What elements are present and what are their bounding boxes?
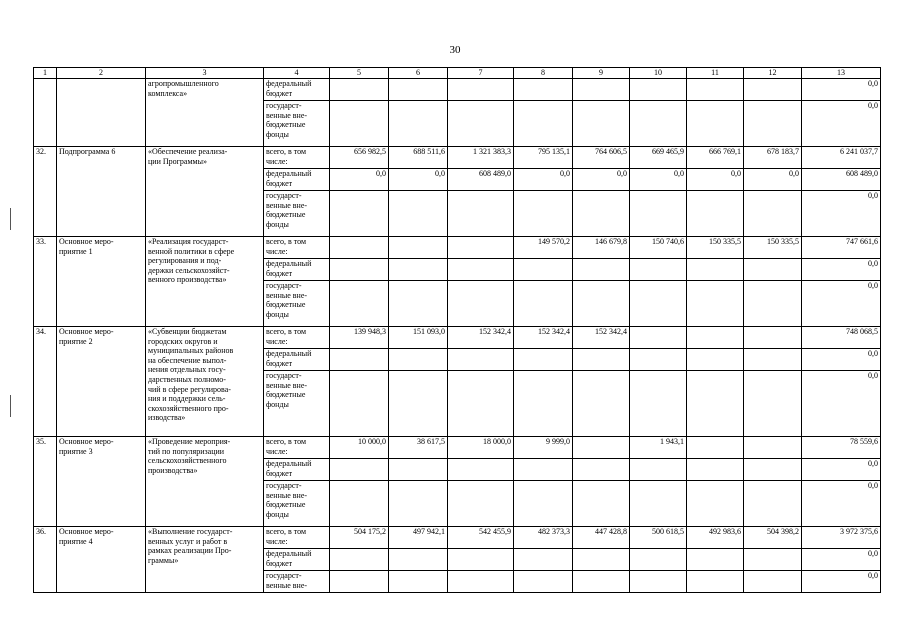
value-cell: 504 398,2 bbox=[744, 527, 802, 549]
value-cell bbox=[514, 571, 573, 593]
column-number: 6 bbox=[389, 68, 448, 79]
funding-source-cell: государст- венные вне- бюджетные фонды bbox=[264, 481, 330, 527]
value-cell bbox=[573, 371, 630, 437]
value-cell bbox=[687, 459, 744, 481]
value-cell bbox=[573, 281, 630, 327]
value-cell bbox=[573, 571, 630, 593]
activity-cell: агропромышленного комплекса» bbox=[146, 79, 264, 147]
table-row bbox=[34, 147, 881, 169]
value-cell bbox=[744, 571, 802, 593]
value-cell bbox=[389, 101, 448, 147]
value-cell: 656 982,5 bbox=[330, 147, 389, 169]
column-number-row bbox=[34, 68, 881, 79]
column-number: 2 bbox=[57, 68, 146, 79]
program-name-cell: Основное меро- приятие 2 bbox=[57, 327, 146, 437]
value-cell bbox=[448, 79, 514, 101]
activity-cell: «Реализация государст- венной политики в сфере регулирования и под- держки сельскохозяйст- венного производства» bbox=[146, 237, 264, 327]
table-row bbox=[34, 327, 881, 349]
funding-source-cell: федеральный бюджет bbox=[264, 169, 330, 191]
value-cell bbox=[448, 259, 514, 281]
value-cell bbox=[330, 237, 389, 259]
value-cell: 497 942,1 bbox=[389, 527, 448, 549]
total-cell: 0,0 bbox=[802, 101, 881, 147]
activity-cell: «Проведение мероприя- тий по популяризации сельскохозяйственного производства» bbox=[146, 437, 264, 527]
value-cell bbox=[330, 191, 389, 237]
value-cell bbox=[514, 79, 573, 101]
value-cell bbox=[573, 191, 630, 237]
value-cell: 10 000,0 bbox=[330, 437, 389, 459]
value-cell bbox=[573, 259, 630, 281]
value-cell bbox=[514, 259, 573, 281]
table-row bbox=[34, 79, 881, 101]
value-cell bbox=[330, 571, 389, 593]
total-cell: 608 489,0 bbox=[802, 169, 881, 191]
value-cell: 152 342,4 bbox=[448, 327, 514, 349]
program-name-cell: Основное меро- приятие 4 bbox=[57, 527, 146, 593]
value-cell bbox=[389, 571, 448, 593]
funding-source-cell: государст- венные вне- bbox=[264, 571, 330, 593]
value-cell bbox=[744, 349, 802, 371]
activity-cell: «Субвенции бюджетам городских округов и муниципальных районов на обеспечение выпол- нения отдельных госу- дарственных полномо- чий в сфере регулирова- ния и поддержки сель- скохозяйственного про- изводства» bbox=[146, 327, 264, 437]
value-cell bbox=[448, 371, 514, 437]
value-cell bbox=[389, 459, 448, 481]
column-number: 7 bbox=[448, 68, 514, 79]
value-cell bbox=[330, 101, 389, 147]
column-number: 8 bbox=[514, 68, 573, 79]
value-cell bbox=[330, 371, 389, 437]
value-cell bbox=[330, 481, 389, 527]
value-cell: 0,0 bbox=[514, 169, 573, 191]
value-cell: 492 983,6 bbox=[687, 527, 744, 549]
value-cell bbox=[330, 349, 389, 371]
value-cell bbox=[389, 259, 448, 281]
funding-source-cell: федеральный бюджет bbox=[264, 549, 330, 571]
value-cell bbox=[630, 79, 687, 101]
column-number: 3 bbox=[146, 68, 264, 79]
value-cell bbox=[514, 371, 573, 437]
program-name-cell: Основное меро- приятие 1 bbox=[57, 237, 146, 327]
value-cell bbox=[744, 191, 802, 237]
value-cell bbox=[573, 101, 630, 147]
column-number: 1 bbox=[34, 68, 57, 79]
row-number-cell: 34. bbox=[34, 327, 57, 437]
budget-table bbox=[33, 67, 881, 593]
value-cell bbox=[630, 191, 687, 237]
value-cell bbox=[514, 101, 573, 147]
table-row bbox=[34, 237, 881, 259]
value-cell bbox=[687, 327, 744, 349]
value-cell bbox=[744, 259, 802, 281]
column-number: 5 bbox=[330, 68, 389, 79]
value-cell bbox=[330, 259, 389, 281]
value-cell: 139 948,3 bbox=[330, 327, 389, 349]
value-cell bbox=[630, 259, 687, 281]
total-cell: 0,0 bbox=[802, 191, 881, 237]
value-cell bbox=[573, 549, 630, 571]
value-cell: 0,0 bbox=[389, 169, 448, 191]
value-cell bbox=[514, 191, 573, 237]
funding-source-cell: государст- венные вне- бюджетные фонды bbox=[264, 371, 330, 437]
value-cell: 542 455,9 bbox=[448, 527, 514, 549]
value-cell bbox=[630, 371, 687, 437]
value-cell bbox=[687, 101, 744, 147]
value-cell bbox=[389, 549, 448, 571]
value-cell: 150 335,5 bbox=[744, 237, 802, 259]
value-cell: 150 740,6 bbox=[630, 237, 687, 259]
row-number-cell: 32. bbox=[34, 147, 57, 237]
funding-source-cell: федеральный бюджет bbox=[264, 349, 330, 371]
activity-cell: «Выполнение государст- венных услуг и работ в рамках реализации Про- граммы» bbox=[146, 527, 264, 593]
value-cell: 678 183,7 bbox=[744, 147, 802, 169]
value-cell bbox=[687, 481, 744, 527]
total-cell: 747 661,6 bbox=[802, 237, 881, 259]
total-cell: 0,0 bbox=[802, 259, 881, 281]
value-cell bbox=[514, 549, 573, 571]
total-cell: 0,0 bbox=[802, 459, 881, 481]
value-cell: 38 617,5 bbox=[389, 437, 448, 459]
total-cell: 0,0 bbox=[802, 481, 881, 527]
total-cell: 6 241 037,7 bbox=[802, 147, 881, 169]
total-cell: 0,0 bbox=[802, 571, 881, 593]
value-cell: 688 511,6 bbox=[389, 147, 448, 169]
value-cell bbox=[630, 101, 687, 147]
column-number: 13 bbox=[802, 68, 881, 79]
value-cell bbox=[573, 349, 630, 371]
value-cell bbox=[448, 549, 514, 571]
value-cell bbox=[687, 349, 744, 371]
total-cell: 3 972 375,6 bbox=[802, 527, 881, 549]
value-cell bbox=[448, 459, 514, 481]
page-number: 30 bbox=[449, 44, 461, 56]
value-cell bbox=[744, 79, 802, 101]
margin-mark bbox=[10, 395, 11, 417]
value-cell bbox=[448, 101, 514, 147]
value-cell: 0,0 bbox=[330, 169, 389, 191]
value-cell: 152 342,4 bbox=[573, 327, 630, 349]
value-cell bbox=[389, 79, 448, 101]
value-cell: 149 570,2 bbox=[514, 237, 573, 259]
value-cell bbox=[630, 481, 687, 527]
value-cell: 795 135,1 bbox=[514, 147, 573, 169]
value-cell bbox=[514, 281, 573, 327]
value-cell: 1 943,1 bbox=[630, 437, 687, 459]
value-cell bbox=[448, 237, 514, 259]
value-cell: 608 489,0 bbox=[448, 169, 514, 191]
value-cell bbox=[573, 79, 630, 101]
value-cell bbox=[573, 437, 630, 459]
value-cell: 150 335,5 bbox=[687, 237, 744, 259]
value-cell bbox=[744, 281, 802, 327]
value-cell bbox=[687, 371, 744, 437]
margin-mark bbox=[10, 208, 11, 230]
value-cell: 146 679,8 bbox=[573, 237, 630, 259]
value-cell: 151 093,0 bbox=[389, 327, 448, 349]
value-cell bbox=[389, 191, 448, 237]
total-cell: 78 559,6 bbox=[802, 437, 881, 459]
value-cell bbox=[330, 79, 389, 101]
value-cell: 0,0 bbox=[573, 169, 630, 191]
funding-source-cell: всего, в том числе: bbox=[264, 237, 330, 259]
value-cell: 18 000,0 bbox=[448, 437, 514, 459]
value-cell bbox=[744, 437, 802, 459]
value-cell: 0,0 bbox=[687, 169, 744, 191]
value-cell bbox=[687, 191, 744, 237]
funding-source-cell: государст- венные вне- бюджетные фонды bbox=[264, 101, 330, 147]
value-cell bbox=[744, 101, 802, 147]
value-cell bbox=[687, 549, 744, 571]
total-cell: 0,0 bbox=[802, 371, 881, 437]
total-cell: 0,0 bbox=[802, 349, 881, 371]
value-cell bbox=[448, 281, 514, 327]
value-cell: 482 373,3 bbox=[514, 527, 573, 549]
value-cell bbox=[330, 549, 389, 571]
value-cell bbox=[687, 281, 744, 327]
value-cell bbox=[514, 459, 573, 481]
value-cell bbox=[514, 349, 573, 371]
funding-source-cell: государст- венные вне- бюджетные фонды bbox=[264, 191, 330, 237]
value-cell bbox=[389, 481, 448, 527]
value-cell bbox=[630, 549, 687, 571]
value-cell bbox=[630, 349, 687, 371]
value-cell bbox=[630, 281, 687, 327]
value-cell bbox=[448, 349, 514, 371]
value-cell bbox=[744, 327, 802, 349]
value-cell: 1 321 383,3 bbox=[448, 147, 514, 169]
value-cell bbox=[389, 371, 448, 437]
column-number: 11 bbox=[687, 68, 744, 79]
table-row bbox=[34, 527, 881, 549]
value-cell bbox=[330, 281, 389, 327]
value-cell bbox=[630, 459, 687, 481]
value-cell bbox=[573, 481, 630, 527]
value-cell bbox=[744, 549, 802, 571]
funding-source-cell: всего, в том числе: bbox=[264, 327, 330, 349]
funding-source-cell: всего, в том числе: bbox=[264, 147, 330, 169]
row-number-cell: 36. bbox=[34, 527, 57, 593]
row-number-cell: 33. bbox=[34, 237, 57, 327]
program-name-cell: Основное меро- приятие 3 bbox=[57, 437, 146, 527]
table-row bbox=[34, 437, 881, 459]
value-cell bbox=[744, 481, 802, 527]
program-name-cell: Подпрограмма 6 bbox=[57, 147, 146, 237]
value-cell bbox=[389, 281, 448, 327]
value-cell bbox=[573, 459, 630, 481]
funding-source-cell: федеральный бюджет bbox=[264, 459, 330, 481]
value-cell: 500 618,5 bbox=[630, 527, 687, 549]
funding-source-cell: федеральный бюджет bbox=[264, 259, 330, 281]
value-cell bbox=[448, 191, 514, 237]
value-cell bbox=[630, 571, 687, 593]
value-cell bbox=[687, 437, 744, 459]
value-cell: 9 999,0 bbox=[514, 437, 573, 459]
funding-source-cell: всего, в том числе: bbox=[264, 527, 330, 549]
value-cell: 447 428,8 bbox=[573, 527, 630, 549]
value-cell bbox=[744, 459, 802, 481]
column-number: 9 bbox=[573, 68, 630, 79]
total-cell: 0,0 bbox=[802, 549, 881, 571]
value-cell bbox=[687, 259, 744, 281]
funding-source-cell: государст- венные вне- бюджетные фонды bbox=[264, 281, 330, 327]
column-number: 12 bbox=[744, 68, 802, 79]
value-cell bbox=[389, 237, 448, 259]
column-number: 4 bbox=[264, 68, 330, 79]
total-cell: 748 068,5 bbox=[802, 327, 881, 349]
value-cell: 666 769,1 bbox=[687, 147, 744, 169]
value-cell bbox=[330, 459, 389, 481]
program-name-cell bbox=[57, 79, 146, 147]
column-number: 10 bbox=[630, 68, 687, 79]
value-cell bbox=[687, 79, 744, 101]
value-cell: 764 606,5 bbox=[573, 147, 630, 169]
value-cell bbox=[448, 571, 514, 593]
value-cell bbox=[514, 481, 573, 527]
value-cell bbox=[687, 571, 744, 593]
activity-cell: «Обеспечение реализа- ции Программы» bbox=[146, 147, 264, 237]
value-cell: 152 342,4 bbox=[514, 327, 573, 349]
value-cell bbox=[630, 327, 687, 349]
funding-source-cell: всего, в том числе: bbox=[264, 437, 330, 459]
value-cell bbox=[448, 481, 514, 527]
total-cell: 0,0 bbox=[802, 79, 881, 101]
value-cell: 0,0 bbox=[630, 169, 687, 191]
value-cell: 504 175,2 bbox=[330, 527, 389, 549]
total-cell: 0,0 bbox=[802, 281, 881, 327]
table-body bbox=[34, 68, 881, 593]
value-cell bbox=[744, 371, 802, 437]
row-number-cell: 35. bbox=[34, 437, 57, 527]
value-cell: 669 465,9 bbox=[630, 147, 687, 169]
funding-source-cell: федеральный бюджет bbox=[264, 79, 330, 101]
value-cell bbox=[389, 349, 448, 371]
row-number-cell bbox=[34, 79, 57, 147]
value-cell: 0,0 bbox=[744, 169, 802, 191]
